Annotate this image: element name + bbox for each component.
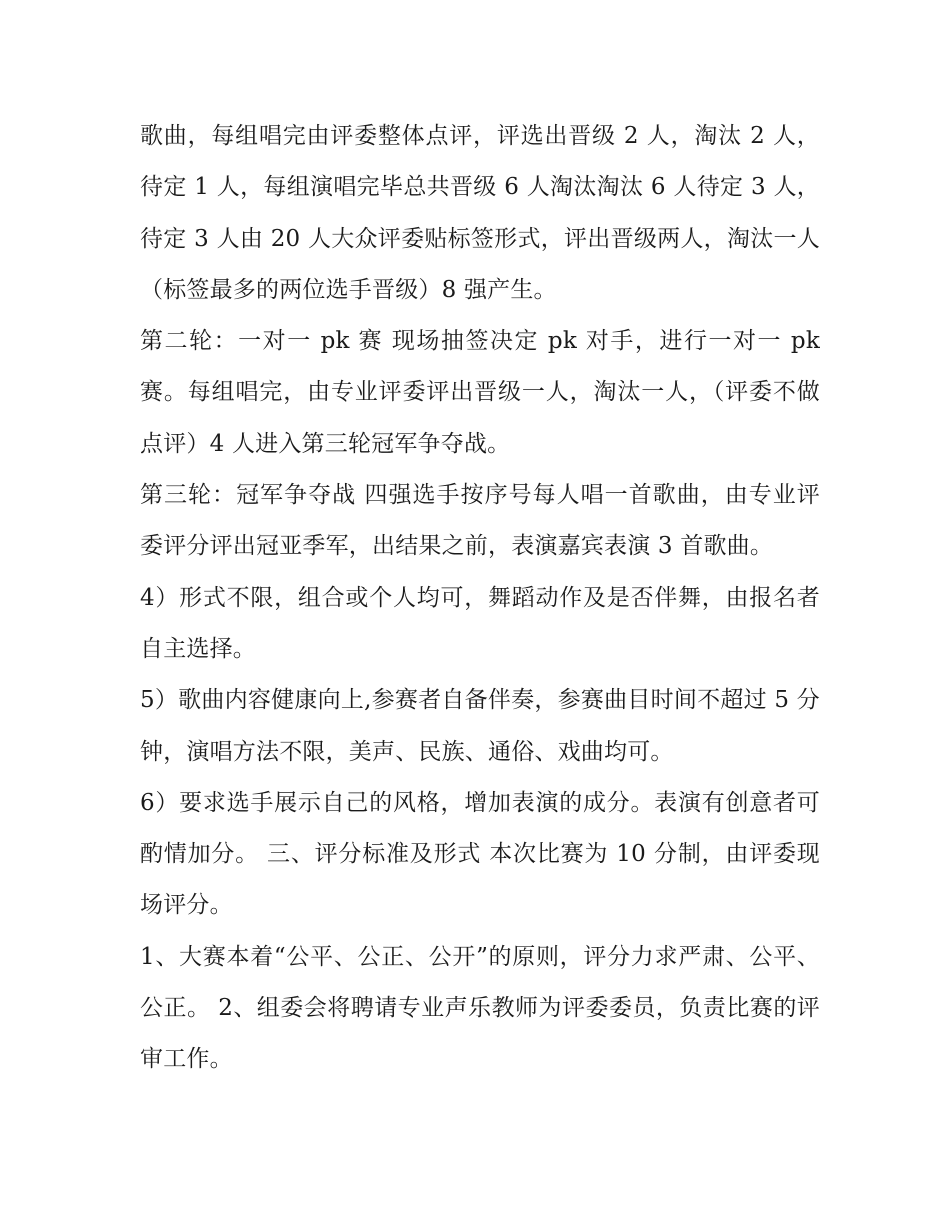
paragraph-round-three: 第三轮：冠军争夺战 四强选手按序号每人唱一首歌曲，由专业评委评分评出冠亚季军，出结果之前，表演嘉宾表演 3 首歌曲。 (140, 482, 820, 560)
paragraph-scoring: 1、大赛本着“公平、公正、公开”的原则，评分力求严肃、公平、公正。 2、组委会将聘请专业声乐教师为评委委员，负责比赛的评审工作。 (140, 943, 820, 1073)
paragraph-rule-6: 6）要求选手展示自己的风格，增加表演的成分。表演有创意者可酌情加分。 三、评分标准及形式 本次比赛为 10 分制，由评委现场评分。 (140, 789, 820, 919)
paragraph-round-one-results: 歌曲，每组唱完由评委整体点评，评选出晋级 2 人，淘汰 2 人，待定 1 人，每组演唱完毕总共晋级 6 人淘汰淘汰 6 人待定 3 人，待定 3 人由 20 人大众评委贴标签形式，评出晋级两人，淘汰一人（标签最多的两位选手晋级）8 强产生。 (140, 123, 820, 303)
document-body (140, 111, 820, 1086)
paragraph-rule-4: 4）形式不限，组合或个人均可，舞蹈动作及是否伴舞，由报名者自主选择。 (140, 584, 820, 662)
paragraph-round-two: 第二轮：一对一 pk 赛 现场抽签决定 pk 对手，进行一对一 pk 赛。每组唱完，由专业评委评出晋级一人，淘汰一人，（评委不做点评）4 人进入第三轮冠军争夺战。 (140, 328, 820, 457)
paragraph-rule-5: 5）歌曲内容健康向上,参赛者自备伴奏，参赛曲目时间不超过 5 分钟，演唱方法不限，美声、民族、通俗、戏曲均可。 (140, 687, 820, 765)
